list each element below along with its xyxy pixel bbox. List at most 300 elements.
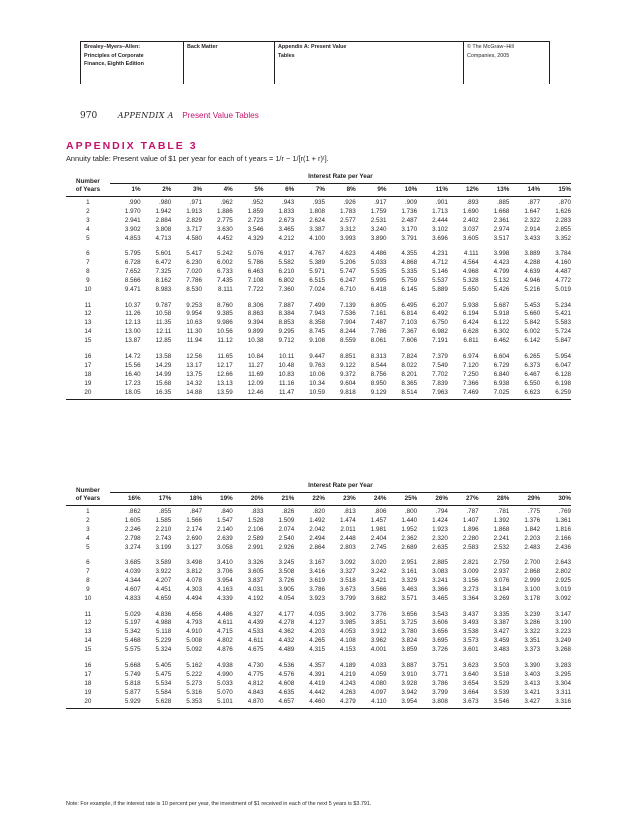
pv-cell: 4.938 [217, 661, 233, 669]
pv-cell: 4.843 [247, 688, 264, 696]
pv-cell: 7.943 [309, 310, 325, 318]
pv-cell: 9.899 [247, 328, 264, 336]
pv-cell: 4.793 [186, 619, 203, 627]
pv-cell: 3.009 [462, 568, 479, 576]
year-cell: 11 [84, 301, 92, 309]
pv-cell: 3.503 [493, 661, 510, 669]
year-cell: 15 [84, 337, 92, 345]
pv-cell: 6.302 [493, 328, 510, 336]
pv-cell: 4.127 [309, 619, 325, 627]
header-section-label: Back Matter [187, 44, 218, 50]
pv-cell: 4.870 [233, 698, 264, 708]
rate-column-header: 27% [448, 493, 479, 506]
pv-cell: 3.717 [186, 225, 203, 233]
number-of-years-header [66, 481, 110, 506]
pv-cell: .787 [466, 508, 479, 515]
pv-cell: 3.786 [432, 679, 448, 687]
pv-cell: 3.706 [217, 568, 233, 576]
pv-cell: 3.498 [186, 559, 203, 567]
pv-cell: 4.812 [247, 679, 264, 687]
pv-cell: 5.749 [124, 670, 141, 678]
pv-cell: 8.544 [370, 361, 387, 369]
year-cell: 16 [84, 661, 92, 669]
pv-cell: 2.643 [555, 559, 571, 567]
pv-cell: 6.805 [370, 301, 387, 309]
pv-cell: 8.313 [370, 352, 387, 360]
pv-cell: 2.723 [247, 216, 264, 224]
pv-cell: 4.486 [370, 250, 387, 258]
pv-cell: 2.821 [462, 559, 479, 567]
pv-cell: 10.38 [247, 337, 264, 345]
pv-cell: 3.156 [462, 577, 479, 585]
pv-cell: 4.059 [370, 670, 387, 678]
pv-cell: 4.279 [325, 698, 356, 708]
pv-cell: 3.092 [339, 559, 356, 567]
pv-cell: 10.56 [217, 328, 233, 336]
pv-cell: 2.011 [340, 525, 356, 533]
pv-cell: 2.855 [555, 225, 571, 233]
pv-cell: .855 [159, 508, 172, 515]
pv-cell: .847 [189, 508, 203, 515]
pv-cell: 3.421 [370, 577, 387, 585]
pv-cell: 3.465 [432, 595, 448, 603]
pv-cell: 2.210 [155, 525, 172, 533]
pv-cell: 7.435 [217, 277, 233, 285]
pv-cell: 4.657 [264, 698, 295, 708]
pv-cell: 5.417 [186, 250, 203, 258]
rate-header-row [66, 493, 571, 506]
pv-cell: 8.745 [309, 328, 325, 336]
pv-cell: 3.529 [493, 679, 510, 687]
table-row [66, 268, 571, 277]
pv-cell: 4.160 [555, 259, 571, 267]
header-chapter [274, 42, 463, 84]
pv-cell: 2.203 [524, 534, 541, 542]
table-subtitle: Annuity table: Present value of $1 per year for each of t years = 1/r − 1/[r(1 + r)ᵗ]. [66, 154, 329, 163]
pv-cell: 8.851 [339, 352, 356, 360]
pv-cell: 4.263 [339, 688, 356, 696]
pv-cell: 9.372 [339, 370, 356, 378]
header-book-title-line: Principles of Corporate [84, 52, 144, 59]
pv-cell: 2.577 [339, 216, 356, 224]
pv-cell: 4.288 [524, 259, 541, 267]
rate-header-row [66, 184, 571, 197]
year-cell: 9 [86, 586, 90, 594]
pv-cell: 9.122 [339, 361, 356, 369]
pv-cell: 15.68 [155, 379, 172, 387]
pv-cell: 5.724 [555, 328, 571, 336]
pv-cell: 1.842 [524, 525, 541, 533]
pv-cell: 3.673 [448, 698, 479, 708]
pv-cell: 10.34 [309, 379, 325, 387]
pv-cell: 6.550 [524, 379, 541, 387]
year-cell: 20 [66, 389, 110, 399]
pv-cell: 3.178 [524, 595, 541, 603]
pv-cell: 4.564 [462, 259, 479, 267]
pv-cell: 6.128 [555, 370, 571, 378]
pv-cell: 13.13 [217, 379, 233, 387]
pv-cell: 5.324 [155, 646, 172, 654]
year-cell: 8 [86, 577, 90, 585]
table-row [66, 689, 571, 698]
pv-cell: 4.243 [339, 679, 356, 687]
pv-cell: 1.808 [309, 207, 325, 215]
pv-cell: 7.120 [462, 361, 479, 369]
pv-cell: 3.851 [370, 619, 387, 627]
pv-cell: 4.362 [278, 628, 295, 636]
pv-cell: .862 [128, 508, 141, 515]
pv-cell: 4.442 [309, 688, 325, 696]
pv-cell: 5.650 [462, 286, 479, 294]
pv-cell: 3.985 [339, 619, 356, 627]
pv-cell: 8.201 [401, 370, 418, 378]
pv-cell: 2.884 [155, 216, 172, 224]
header-row [66, 481, 571, 493]
pv-cell: 2.322 [524, 216, 541, 224]
pv-cell: 5.242 [217, 250, 233, 258]
pv-cell: 5.162 [186, 661, 203, 669]
pv-cell: 3.630 [217, 225, 233, 233]
pv-cell: 9.394 [247, 319, 264, 327]
pv-cell: 2.361 [493, 216, 510, 224]
pv-cell: 3.020 [370, 559, 387, 567]
pv-cell: 5.842 [524, 319, 541, 327]
table-row [66, 362, 571, 371]
year-cell: 18 [84, 370, 92, 378]
rate-column-header: 26% [417, 493, 448, 506]
pv-cell: 3.619 [309, 577, 325, 585]
pv-cell: 3.241 [432, 577, 448, 585]
pv-cell: 3.605 [247, 568, 264, 576]
pv-cell: 1.981 [370, 525, 387, 533]
pv-cell: 2.868 [524, 568, 541, 576]
pv-cell: 4.163 [217, 586, 233, 594]
pv-cell: 7.139 [339, 301, 356, 309]
pv-cell: 12.56 [186, 352, 203, 360]
year-cell: 15 [84, 646, 92, 654]
pv-cell: 6.002 [524, 328, 541, 336]
pv-cell: 3.808 [155, 225, 172, 233]
pv-cell: 4.608 [278, 679, 295, 687]
pv-cell: 2.362 [401, 534, 418, 542]
pv-cell: 2.798 [124, 534, 141, 542]
pv-cell: 2.745 [370, 543, 387, 551]
pv-cell: .820 [312, 508, 325, 515]
pv-cell: 7.549 [432, 361, 448, 369]
pv-cell: 3.654 [462, 679, 479, 687]
pv-cell: .990 [128, 199, 141, 206]
rate-column-header: 14% [509, 184, 540, 197]
pv-cell: 7.487 [370, 319, 387, 327]
pv-cell: 9.712 [278, 337, 295, 345]
pv-cell: 5.938 [462, 301, 479, 309]
pv-cell: 6.938 [493, 379, 510, 387]
table-row [66, 646, 571, 655]
pv-cell: 3.922 [155, 568, 172, 576]
pv-cell: 3.954 [386, 698, 417, 708]
pv-cell: 5.534 [155, 679, 172, 687]
pv-cell: 15.56 [124, 361, 141, 369]
pv-cell: 2.925 [555, 577, 571, 585]
pv-cell: 5.889 [432, 286, 448, 294]
pv-cell: 7.191 [432, 337, 448, 345]
pv-cell: 4.100 [309, 234, 325, 242]
pv-cell: 4.639 [524, 268, 541, 276]
header-copyright-line: © The McGraw−Hill [467, 44, 514, 50]
pv-cell: 1.868 [493, 525, 510, 533]
pv-cell: 4.111 [463, 250, 479, 258]
pv-cell: .826 [281, 508, 295, 515]
pv-cell: 4.833 [124, 595, 141, 603]
pv-cell: 10.59 [294, 389, 325, 399]
pv-cell: 2.448 [339, 534, 356, 542]
pv-cell: 2.444 [432, 216, 448, 224]
pv-cell: 5.353 [171, 698, 202, 708]
pv-cell: 3.902 [124, 225, 141, 233]
pv-cell: 3.274 [124, 543, 141, 551]
pv-cell: 3.538 [462, 628, 479, 636]
pv-cell: 1.886 [217, 207, 233, 215]
pv-cell: 3.799 [432, 688, 448, 696]
pv-cell: 3.387 [309, 225, 325, 233]
rate-column-header: 3% [171, 184, 202, 197]
pv-cell: 5.668 [124, 661, 141, 669]
interest-rate-header: Interest Rate per Year [110, 481, 571, 493]
pv-cell: 5.033 [370, 259, 387, 267]
table-row [66, 197, 571, 208]
pv-cell: 6.802 [278, 277, 295, 285]
rate-column-header: 29% [509, 493, 540, 506]
pv-cell: 12.09 [247, 379, 264, 387]
pv-cell: 1.713 [432, 207, 448, 215]
pv-cell: 13.87 [124, 337, 141, 345]
header-chapter-line: Appendix A: Present Value [278, 44, 347, 50]
table-row [66, 698, 571, 708]
pv-cell: 6.424 [462, 319, 479, 327]
pv-cell: 9.818 [325, 389, 356, 399]
rate-column-header: 17% [141, 493, 172, 506]
pv-cell: 3.859 [401, 646, 418, 654]
pv-cell: 3.387 [493, 619, 510, 627]
year-cell: 7 [86, 259, 90, 267]
pv-cell: 4.917 [278, 250, 295, 258]
pv-cell: 4.772 [555, 277, 571, 285]
pv-cell: 2.494 [309, 534, 325, 542]
pv-cell: 7.499 [309, 301, 325, 309]
pv-cell: 4.656 [186, 610, 203, 618]
pv-cell: 2.402 [462, 216, 479, 224]
pv-cell: 3.269 [493, 595, 510, 603]
pv-cell: 3.416 [309, 568, 325, 576]
pv-cell: 6.463 [247, 268, 264, 276]
rate-column-header: 30% [540, 493, 571, 506]
pv-cell: 3.295 [555, 670, 571, 678]
pv-cell: 4.712 [432, 259, 448, 267]
year-cell: 17 [84, 670, 92, 678]
number-of-years-header [66, 172, 110, 197]
rate-column-header: 13% [479, 184, 510, 197]
pv-cell: 6.628 [462, 328, 479, 336]
pv-cell: 5.877 [124, 688, 141, 696]
pv-cell: 8.559 [339, 337, 356, 345]
year-cell: 14 [84, 637, 92, 645]
table-note: Note: For example, if the interest rate is 10 percent per year, the investment of $1 received in each of the next 5 years is $3.791. [66, 801, 372, 807]
pv-cell: 7.025 [479, 389, 510, 399]
pv-cell: 4.192 [247, 595, 264, 603]
pv-cell: 2.941 [124, 216, 141, 224]
pv-cell: 3.539 [493, 688, 510, 696]
pv-cell: 4.110 [356, 698, 387, 708]
rate-column-header: 4% [202, 184, 233, 197]
header-book-title-line: Finance, Eighth Edition [84, 61, 144, 68]
pv-cell: 6.733 [217, 268, 233, 276]
pv-cell: 3.546 [247, 225, 264, 233]
header-row [66, 172, 571, 184]
pv-cell: 2.241 [493, 534, 510, 542]
pv-cell: 2.174 [186, 525, 203, 533]
pv-cell: 4.278 [278, 619, 295, 627]
pv-cell: 4.231 [432, 250, 448, 258]
pv-cell: 3.962 [370, 637, 387, 645]
table-row [66, 337, 571, 346]
pv-cell: 3.037 [462, 225, 479, 233]
rate-column-header: 1% [110, 184, 141, 197]
pv-cell: 6.265 [524, 352, 541, 360]
year-cell: 12 [84, 310, 92, 318]
year-cell: 10 [84, 595, 92, 603]
pv-cell: 7.367 [401, 328, 418, 336]
pv-cell: 1.859 [247, 207, 264, 215]
pv-cell: 3.726 [278, 577, 295, 585]
number-of-years-header-line: of Years [75, 495, 101, 502]
pv-cell: 3.912 [370, 628, 387, 636]
pv-cell: 13.58 [155, 352, 172, 360]
pv-cell: 5.535 [370, 268, 387, 276]
pv-cell: .909 [404, 199, 418, 206]
pv-cell: 4.611 [217, 619, 233, 627]
pv-cell: 6.002 [217, 259, 233, 267]
year-cell: 13 [84, 628, 92, 636]
pv-cell: 5.206 [339, 259, 356, 267]
rate-column-header: 9% [356, 184, 387, 197]
pv-cell: .813 [343, 508, 356, 515]
pv-cell: 2.991 [247, 543, 264, 551]
pv-cell: 10.11 [278, 352, 295, 360]
header-copyright-line: Companies, 2005 [467, 52, 510, 59]
pv-cell: 1.376 [524, 516, 541, 524]
pv-cell: 14.72 [124, 352, 141, 360]
pv-cell: 1.474 [339, 516, 356, 524]
pv-cell: 3.887 [401, 661, 418, 669]
pv-cell: 5.216 [524, 286, 541, 294]
pv-cell: 4.452 [217, 234, 233, 242]
table-row [66, 208, 571, 217]
pv-cell: 2.673 [278, 216, 295, 224]
year-cell: 3 [86, 525, 90, 533]
year-cell: 16 [84, 352, 92, 360]
pv-cell: 1.783 [339, 207, 356, 215]
year-cell: 13 [84, 319, 92, 327]
pv-cell: 4.968 [462, 268, 479, 276]
book-header [80, 41, 550, 84]
pv-cell: 3.364 [462, 595, 479, 603]
pv-cell: 7.379 [432, 352, 448, 360]
pv-cell: 9.763 [309, 361, 325, 369]
rate-column-header: 7% [294, 184, 325, 197]
pv-cell: 4.357 [309, 661, 325, 669]
pv-cell: 3.799 [339, 595, 356, 603]
pv-cell: 10.63 [186, 319, 203, 327]
pv-cell: 4.265 [309, 637, 325, 645]
pv-cell: 2.624 [309, 216, 325, 224]
pv-cell: 9.954 [186, 310, 203, 318]
pv-cell: 2.951 [401, 559, 418, 567]
pv-cell: 7.161 [370, 310, 387, 318]
pv-cell: 6.515 [309, 277, 325, 285]
year-cell: 11 [84, 610, 92, 618]
pv-cell: .935 [312, 199, 325, 206]
pv-cell: 5.234 [555, 301, 571, 309]
rate-column-header: 22% [294, 493, 325, 506]
pv-cell: 5.747 [339, 268, 356, 276]
pv-cell: 6.472 [155, 259, 172, 267]
pv-cell: 10.37 [124, 301, 141, 309]
pv-cell: 4.035 [309, 610, 325, 618]
pv-cell: .952 [251, 199, 264, 206]
pv-cell: 9.385 [217, 310, 233, 318]
pv-cell: 3.351 [524, 637, 541, 645]
pv-cell: 3.656 [401, 610, 418, 618]
table-row [66, 506, 571, 517]
page-number: 970 [80, 111, 98, 121]
pv-cell: 4.207 [155, 577, 172, 585]
pv-cell: 5.342 [124, 628, 141, 636]
pv-cell: 4.153 [339, 646, 356, 654]
pv-cell: 11.94 [186, 337, 203, 345]
pv-cell: .794 [435, 508, 448, 515]
pv-cell: 3.167 [309, 559, 325, 567]
pv-cell: 4.576 [278, 670, 295, 678]
table-row [66, 302, 571, 311]
pv-cell: 7.887 [278, 301, 295, 309]
pv-cell: .806 [374, 508, 387, 515]
pv-cell: 6.495 [401, 301, 418, 309]
pv-cell: 3.413 [524, 679, 541, 687]
pv-cell: 3.373 [524, 646, 541, 654]
pv-cell: 11.35 [156, 319, 172, 327]
pv-cell: 4.533 [247, 628, 264, 636]
table-row [66, 217, 571, 226]
pv-cell: 4.988 [155, 619, 172, 627]
pv-cell: 4.219 [339, 670, 356, 678]
pv-cell: 3.249 [555, 637, 571, 645]
pv-cell: 2.074 [278, 525, 295, 533]
pv-cell: 2.540 [278, 534, 295, 542]
pv-cell: 4.775 [247, 670, 264, 678]
pv-cell: 7.786 [370, 328, 387, 336]
pv-cell: 4.494 [186, 595, 203, 603]
pv-cell: 3.184 [493, 586, 510, 594]
pv-cell: 2.283 [555, 216, 571, 224]
pv-cell: 2.106 [247, 525, 264, 533]
pv-cell: 5.421 [555, 310, 571, 318]
pv-cell: 6.122 [493, 319, 510, 327]
pv-cell: 5.229 [155, 637, 172, 645]
pv-cell: 4.990 [217, 670, 233, 678]
pv-cell: 4.031 [247, 586, 264, 594]
pv-cell: 6.047 [555, 361, 571, 369]
pv-cell: 1.923 [432, 525, 448, 533]
